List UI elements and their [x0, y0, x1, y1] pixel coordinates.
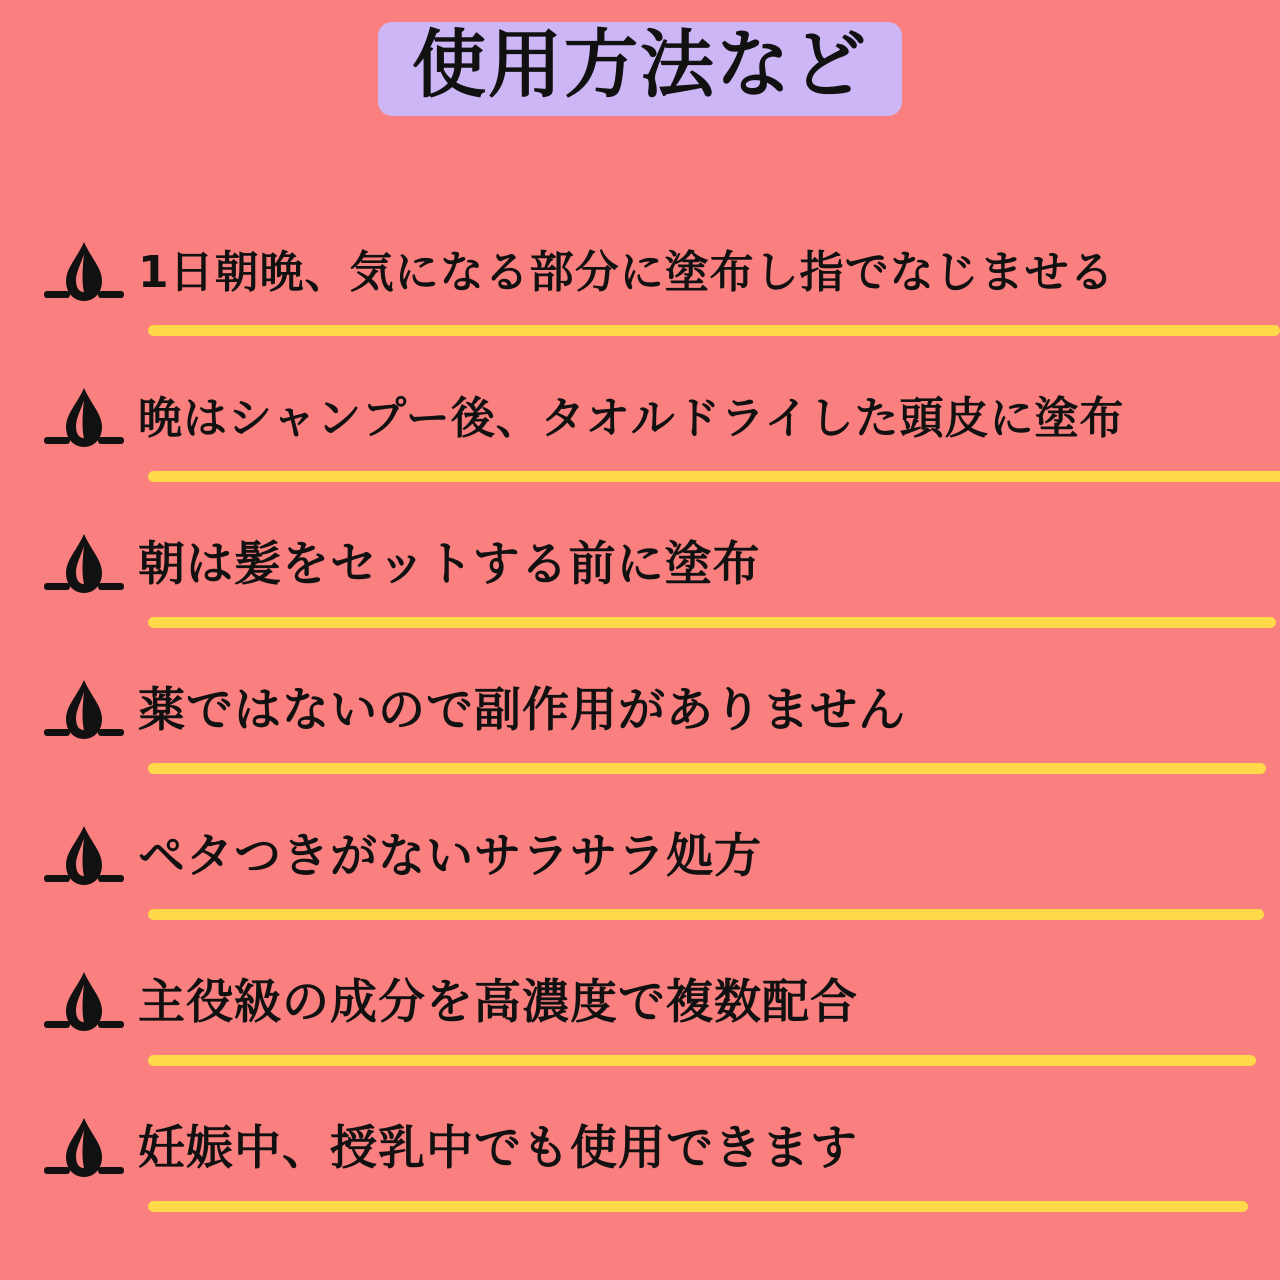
list-item-row: [36, 526, 1250, 604]
page-title: 使用方法など: [412, 22, 868, 108]
list-item: [36, 526, 1250, 654]
highlight-underline: [148, 763, 1266, 774]
flame-drop-icon: [36, 672, 132, 750]
highlight-underline: [148, 471, 1280, 482]
list-item-label: 妊娠中、授乳中でも使用できます: [138, 1121, 858, 1177]
list-item-row: [36, 964, 1250, 1042]
list-item-label: 主役級の成分を高濃度で複数配合: [138, 975, 858, 1031]
list-item-label: 1日朝晩、気になる部分に塗布し指でなじませる: [138, 246, 1115, 298]
list-item-label: 朝は髪をセットする前に塗布: [138, 537, 761, 593]
list-item: [36, 234, 1250, 362]
list-item-row: [36, 380, 1250, 458]
list-item-label: ペタつきがないサラサラ処方: [138, 829, 762, 885]
list-item: [36, 672, 1250, 800]
benefits-list: [0, 234, 1280, 1238]
flame-drop-icon: [36, 964, 132, 1042]
list-item-label: 薬ではないので副作用がありません: [138, 683, 906, 739]
flame-drop-icon: [36, 234, 132, 312]
list-item: [36, 1110, 1250, 1238]
list-item: [36, 380, 1250, 508]
list-item-row: [36, 1110, 1250, 1188]
highlight-underline: [148, 617, 1276, 628]
highlight-underline: [148, 1055, 1256, 1066]
flame-drop-icon: [36, 380, 132, 458]
list-item: [36, 964, 1250, 1092]
list-item-row: [36, 818, 1250, 896]
flame-drop-icon: [36, 1110, 132, 1188]
highlight-underline: [148, 325, 1280, 336]
page-title-container: [0, 0, 1280, 116]
list-item-label: 晩はシャンプー後、タオルドライした頭皮に塗布: [138, 392, 1125, 444]
list-item: [36, 818, 1250, 946]
list-item-row: [36, 672, 1250, 750]
list-item-row: [36, 234, 1250, 312]
highlight-underline: [148, 909, 1264, 920]
flame-drop-icon: [36, 818, 132, 896]
flame-drop-icon: [36, 526, 132, 604]
page-title-chip: [378, 22, 902, 116]
highlight-underline: [148, 1201, 1248, 1212]
